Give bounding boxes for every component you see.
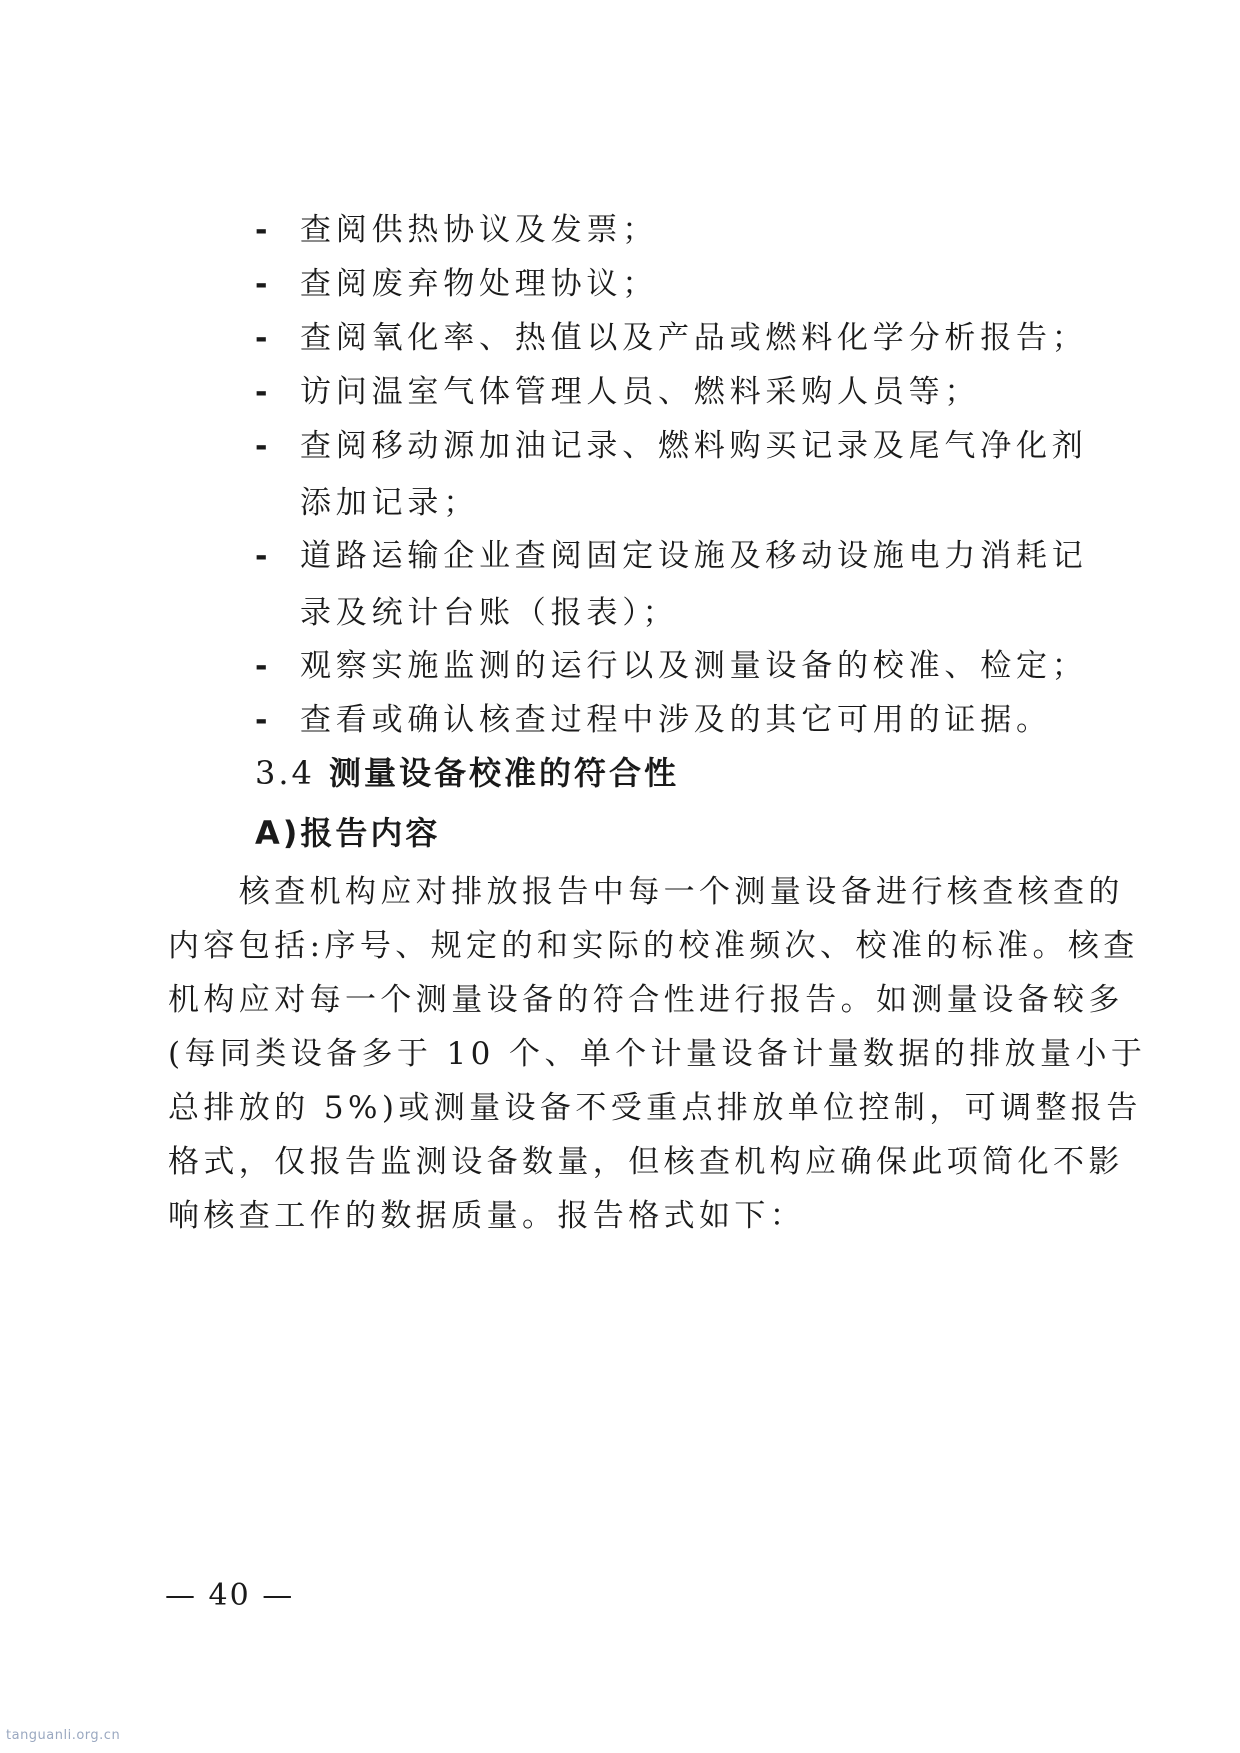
bullet-text: 查看或确认核查过程中涉及的其它可用的证据。	[300, 702, 1052, 738]
paragraph-line: 机构应对每一个测量设备的符合性进行报告。如测量设备较多	[168, 982, 1124, 1018]
bullet-dash-icon: -	[255, 539, 273, 574]
paragraph-line: 格式，仅报告监测设备数量，但核查机构应确保此项简化不影	[168, 1144, 1124, 1180]
bullet-dash-icon: -	[255, 703, 273, 738]
bullet-dash-icon: -	[255, 429, 273, 464]
paragraph-line: 总排放的 5%)或测量设备不受重点排放单位控制，可调整报告	[168, 1090, 1142, 1126]
bullet-dash-icon: -	[255, 375, 273, 410]
paragraph-line: 响核查工作的数据质量。报告格式如下：	[168, 1198, 806, 1234]
subsection-heading: A)报告内容	[255, 814, 441, 852]
page-number: — 40 —	[165, 1578, 295, 1613]
paragraph-line: 内容包括:序号、规定的和实际的校准频次、校准的标准。核查	[168, 928, 1139, 964]
section-heading	[255, 748, 679, 794]
bullet-text: 道路运输企业查阅固定设施及移动设施电力消耗记录及统计台账（报表）；	[300, 538, 1088, 631]
bullet-dash-icon: -	[255, 267, 273, 302]
paragraph-line: 核查机构应对排放报告中每一个测量设备进行核查核查的	[168, 874, 1124, 910]
bullet-dash-icon: -	[255, 321, 273, 356]
bullet-text: 查阅氧化率、热值以及产品或燃料化学分析报告；	[300, 320, 1088, 356]
bullet-text: 查阅供热协议及发票；	[300, 212, 658, 248]
section-number: 3.4	[255, 754, 315, 792]
bullet-dash-icon: -	[255, 649, 273, 684]
paragraph-line: (每同类设备多于 10 个、单个计量设备计量数据的排放量小于	[168, 1036, 1147, 1072]
bullet-text: 查阅移动源加油记录、燃料购买记录及尾气净化剂添加记录；	[300, 428, 1088, 521]
section-title: 测量设备校准的符合性	[329, 754, 680, 792]
bullet-text: 观察实施监测的运行以及测量设备的校准、检定；	[300, 648, 1088, 684]
bullet-text: 查阅废弃物处理协议；	[300, 266, 658, 302]
bullet-dash-icon: -	[255, 213, 273, 248]
bullet-text: 访问温室气体管理人员、燃料采购人员等；	[300, 374, 981, 410]
watermark: tanguanli.org.cn	[6, 1728, 121, 1743]
